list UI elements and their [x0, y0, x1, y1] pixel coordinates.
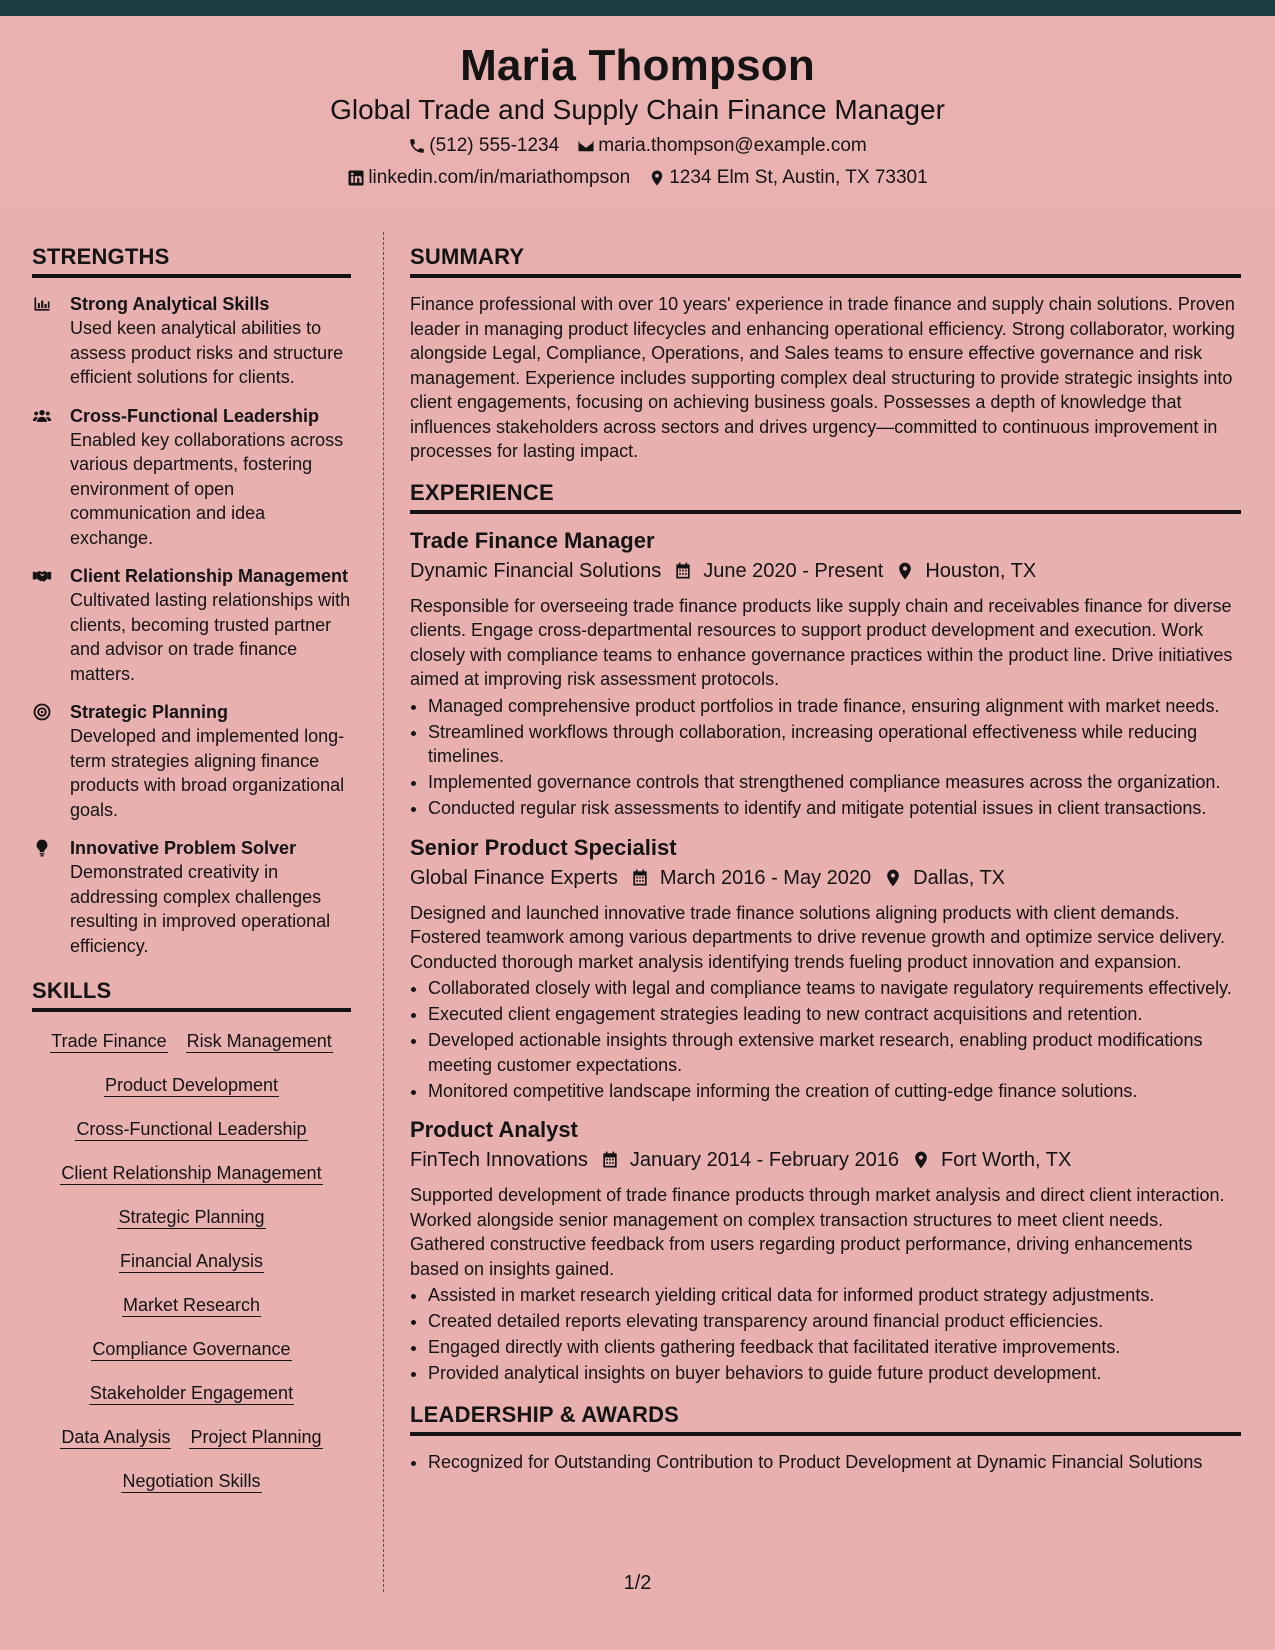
- strength-desc: Used keen analytical abilities to assess product risks and structure efficient solutions for clients.: [70, 318, 344, 387]
- target-icon: [32, 702, 52, 722]
- users-icon: [32, 406, 52, 426]
- list-item: • Recognized for Outstanding Contribution to Product Development at Dynamic Financial Solutions: [428, 1450, 1241, 1475]
- job-bullets: [410, 1283, 1241, 1386]
- skills-list: [32, 1026, 351, 1493]
- email-text: maria.thompson@example.com: [598, 135, 867, 156]
- strength-item: [32, 836, 351, 958]
- strength-title: Strong Analytical Skills: [70, 294, 270, 314]
- list-item: • Conducted regular risk assessments to identify and mitigate potential issues in client transactions.: [428, 796, 1241, 821]
- skill-tag: Client Relationship Management: [61, 1163, 322, 1183]
- resume-header: [0, 16, 1275, 204]
- map-pin-icon: [911, 1150, 931, 1170]
- contact-linkedin[interactable]: [347, 168, 630, 187]
- candidate-name: Maria Thompson: [460, 41, 815, 90]
- leadership-list: [410, 1450, 1241, 1475]
- calendar-icon: [600, 1150, 620, 1170]
- list-item: • Created detailed reports elevating transparency around financial product efficiencies.: [428, 1309, 1241, 1334]
- map-pin-icon: [648, 169, 666, 187]
- job-company: FinTech Innovations: [410, 1149, 588, 1171]
- job-title: Senior Product Specialist: [410, 834, 677, 860]
- strength-item: [32, 564, 351, 686]
- summary-text: Finance professional with over 10 years' experience in trade finance and supply chain solutions. Proven leader in managing product lifecycles and enhancing operational efficiency. Strong collaborator, working alongside Legal, Compliance, Operations, and Sales teams to ensure effective governance and risk management. Experience includes supporting complex deal structuring to provide strategic insights into client engagements, focusing on achieving business goals. Possesses a depth of knowledge that influences stakeholders across sectors and drives urgency—committed to continuous improvement in processes for lasting impact.: [410, 294, 1235, 461]
- calendar-icon: [673, 561, 693, 581]
- job-bullets: [410, 976, 1241, 1103]
- job-entry: [410, 835, 1241, 1104]
- right-column: [410, 246, 1241, 1476]
- strength-item: [32, 700, 351, 822]
- summary-heading: SUMMARY: [410, 246, 1241, 278]
- job-description: Supported development of trade finance products through market analysis and direct client interaction. Worked alongside senior management on complex transaction structures to meet client needs. Gathered constructive feedback from users regarding product performance, driving enhancements based on insights gained.: [410, 1185, 1225, 1279]
- job-dates: January 2014 - February 2016: [629, 1149, 899, 1171]
- strength-desc: Developed and implemented long-term strategies aligning finance products with broad organizational goals.: [70, 726, 345, 820]
- skill-tag: Market Research: [122, 1295, 261, 1315]
- strength-title: Client Relationship Management: [70, 566, 349, 586]
- list-item: • Developed actionable insights through extensive market research, enabling product modifications meeting customer expectations.: [428, 1028, 1241, 1077]
- page-number: 1/2: [623, 1572, 652, 1594]
- list-item: • Streamlined workflows through collaboration, increasing operational effectiveness while reducing timelines.: [428, 720, 1241, 769]
- bar-chart-icon: [32, 294, 52, 314]
- strength-title: Innovative Problem Solver: [70, 838, 297, 858]
- skills-heading: SKILLS: [32, 980, 351, 1012]
- job-bullets: [410, 694, 1241, 821]
- skill-tag: Data Analysis: [61, 1427, 171, 1447]
- map-pin-icon: [883, 868, 903, 888]
- phone-text: (512) 555-1234: [429, 135, 560, 156]
- job-description: Responsible for overseeing trade finance products like supply chain and receivables finance for diverse clients. Engage cross-departmental resources to support product development and execution. Work closely with compliance teams to enhance governance practices within the product line. Drive initiatives aimed at improving risk assessment protocols.: [410, 595, 1233, 689]
- list-item: • Managed comprehensive product portfolios in trade finance, ensuring alignment with market needs.: [428, 694, 1241, 719]
- map-pin-icon: [895, 561, 915, 581]
- column-divider: [383, 232, 384, 1592]
- address-text: 1234 Elm St, Austin, TX 73301: [669, 167, 928, 188]
- list-item: • Collaborated closely with legal and compliance teams to navigate regulatory requirements effectively.: [428, 976, 1241, 1001]
- skill-tag: Risk Management: [186, 1031, 332, 1051]
- strength-title: Cross-Functional Leadership: [70, 405, 320, 426]
- envelope-icon: [577, 137, 595, 155]
- skill-tag: Cross-Functional Leadership: [76, 1119, 307, 1139]
- skill-tag: Stakeholder Engagement: [89, 1383, 294, 1403]
- skill-tag: Negotiation Skills: [122, 1471, 261, 1491]
- leadership-heading: LEADERSHIP & AWARDS: [410, 1404, 1241, 1436]
- job-meta: [410, 1147, 1241, 1173]
- job-title: Trade Finance Manager: [410, 527, 655, 553]
- job-dates: June 2020 - Present: [703, 559, 884, 582]
- list-item: • Monitored competitive landscape informing the creation of cutting-edge finance solutions.: [428, 1079, 1241, 1104]
- skill-tag: Trade Finance: [51, 1031, 167, 1051]
- job-company: Dynamic Financial Solutions: [410, 559, 662, 582]
- list-item: • Engaged directly with clients gathering feedback that facilitated iterative improvements.: [428, 1335, 1241, 1360]
- calendar-icon: [630, 868, 650, 888]
- job-entry: [410, 528, 1241, 821]
- job-location: Houston, TX: [925, 559, 1037, 582]
- strength-desc: Enabled key collaborations across various departments, fostering environment of open communication and idea exchange.: [70, 429, 344, 548]
- skill-tag: Compliance Governance: [92, 1339, 291, 1359]
- skill-tag: Strategic Planning: [118, 1207, 265, 1227]
- strengths-heading: STRENGTHS: [32, 246, 351, 278]
- job-meta: [410, 865, 1241, 891]
- experience-heading: EXPERIENCE: [410, 482, 1241, 514]
- job-location: Dallas, TX: [913, 866, 1006, 889]
- job-description: Designed and launched innovative trade finance solutions aligning products with client demands. Fostered teamwork among various departments to drive revenue growth and optimize service delivery. Conducted thorough market analysis identifying trends fueling product innovation and expansion.: [410, 902, 1226, 972]
- list-item: • Executed client engagement strategies leading to new contract acquisitions and retention.: [428, 1002, 1241, 1027]
- list-item: • Provided analytical insights on buyer behaviors to guide future product development.: [428, 1361, 1241, 1386]
- strength-item: [32, 404, 351, 551]
- skill-tag: Project Planning: [190, 1427, 322, 1447]
- skill-tag: Financial Analysis: [119, 1251, 264, 1271]
- candidate-title: Global Trade and Supply Chain Finance Manager: [330, 94, 945, 125]
- contact-row-secondary: [0, 168, 1275, 187]
- contact-row-primary: [0, 136, 1275, 155]
- job-title: Product Analyst: [410, 1117, 578, 1142]
- job-meta: [410, 558, 1241, 584]
- linkedin-icon: [347, 169, 365, 187]
- left-column: [32, 246, 351, 1514]
- job-location: Fort Worth, TX: [940, 1149, 1072, 1171]
- handshake-icon: [32, 566, 52, 586]
- top-accent-bar: [0, 0, 1275, 16]
- phone-icon: [408, 137, 426, 155]
- job-company: Global Finance Experts: [410, 866, 618, 889]
- job-entry: [410, 1117, 1241, 1386]
- job-dates: March 2016 - May 2020: [659, 866, 872, 889]
- list-item: • Assisted in market research yielding critical data for informed product strategy adjustments.: [428, 1283, 1241, 1308]
- strength-title: Strategic Planning: [70, 702, 229, 722]
- lightbulb-icon: [32, 838, 52, 858]
- strength-desc: Demonstrated creativity in addressing complex challenges resulting in improved operational efficiency.: [70, 862, 331, 956]
- contact-phone: [408, 136, 559, 155]
- strength-desc: Cultivated lasting relationships with clients, becoming trusted partner and advisor on trade finance matters.: [70, 590, 351, 684]
- contact-email[interactable]: [577, 136, 867, 155]
- strength-item: [32, 292, 351, 390]
- skill-tag: Product Development: [104, 1075, 279, 1095]
- contact-address: [648, 168, 927, 187]
- list-item: • Implemented governance controls that strengthened compliance measures across the organization.: [428, 770, 1241, 795]
- linkedin-text: linkedin.com/in/mariathompson: [368, 167, 631, 188]
